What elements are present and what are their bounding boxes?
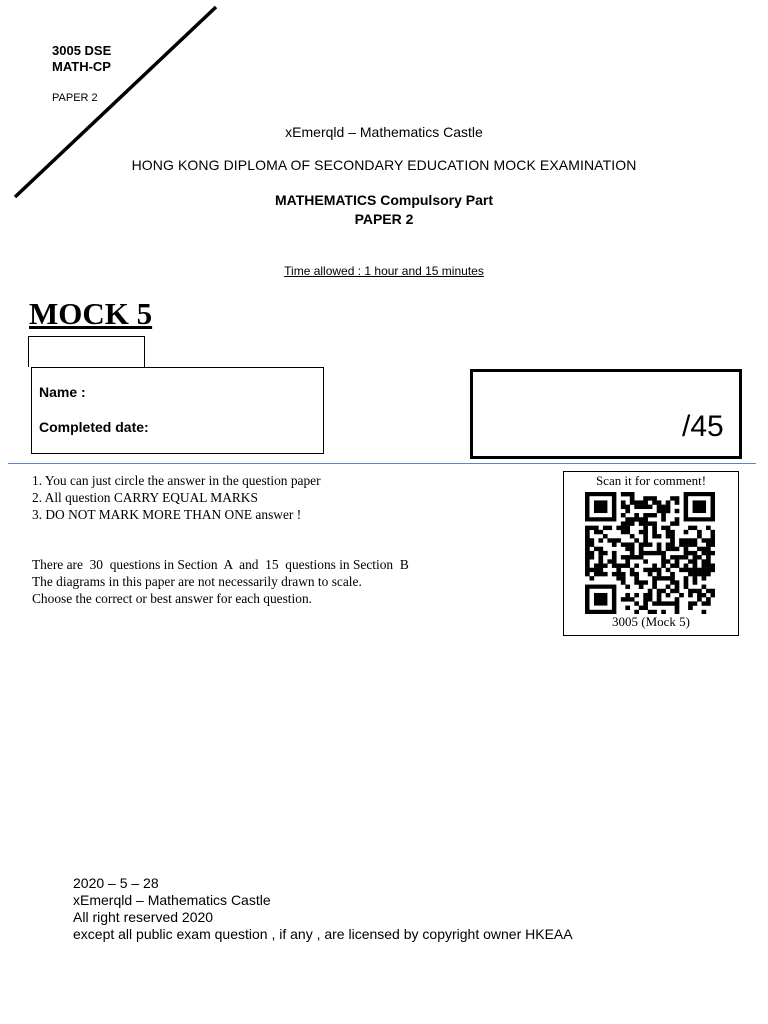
footer-date: 2020 – 5 – 28 [73,875,159,891]
footer [73,875,573,943]
score-total: /45 [682,410,724,443]
qr-code-icon[interactable] [585,492,715,614]
info-line: Choose the correct or best answer for each question. [32,591,312,606]
info-line: There are 30 questions in Section A and 15 questions in Section B [32,557,409,572]
instruction-item: 2. All question CARRY EQUAL MARKS [32,490,258,505]
instruction-item: 1. You can just circle the answer in the question paper [32,473,321,488]
time-allowed: Time allowed : 1 hour and 15 minutes [284,264,484,278]
footer-org: xEmerqld – Mathematics Castle [73,892,271,908]
completed-date-label: Completed date: [39,419,149,435]
candidate-box [31,367,324,454]
instruction-item: 3. DO NOT MARK MORE THAN ONE answer ! [32,507,302,522]
exam-info [32,556,409,607]
qr-caption: Scan it for comment! [595,473,707,488]
paper-title: PAPER 2 [354,211,414,227]
organization-name: xEmerqld – Mathematics Castle [285,124,483,140]
small-tab-box [28,336,145,367]
paper-small-label: PAPER 2 [52,92,98,104]
exam-title: HONG KONG DIPLOMA OF SECONDARY EDUCATION MOCK EXAMINATION [131,157,637,173]
footer-license: except all public exam question , if any , are licensed by copyright owner HKEAA [73,926,573,942]
paper-code [52,43,111,75]
qr-label: 3005 (Mock 5) [612,614,690,629]
subject-title: MATHEMATICS Compulsory Part [274,192,494,208]
name-label: Name : [39,384,86,400]
instructions-list [32,472,321,523]
info-line: The diagrams in this paper are not necessarily drawn to scale. [32,574,362,589]
subject-block [0,191,768,229]
code-line-1: 3005 DSE [52,43,112,58]
divider-line [8,463,756,464]
footer-rights: All right reserved 2020 [73,909,214,925]
code-line-2: MATH-CP [52,59,111,74]
mock-title: MOCK 5 [29,296,153,331]
